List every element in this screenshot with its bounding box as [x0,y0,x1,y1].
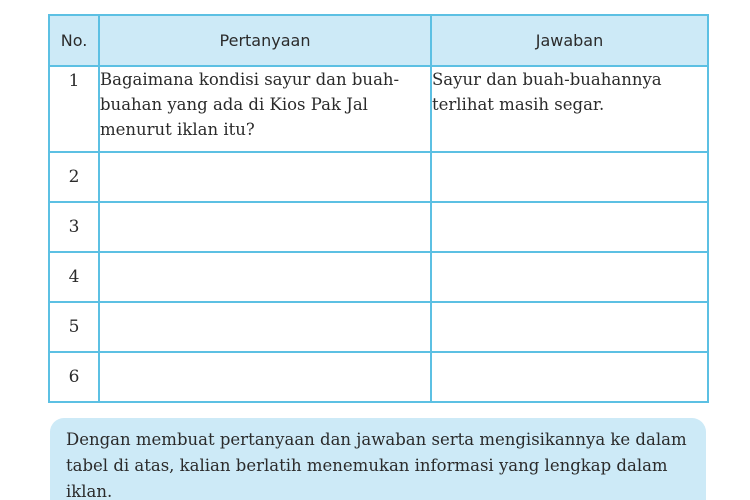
answer-cell[interactable] [431,202,708,252]
answer-cell[interactable]: Sayur dan buah-buahannya terlihat masih segar. [431,66,708,152]
question-answer-table [48,14,709,403]
question-cell[interactable] [99,302,431,352]
header-question: Pertanyaan [99,15,431,66]
question-cell[interactable] [99,152,431,202]
question-cell[interactable] [99,202,431,252]
answer-cell[interactable] [431,302,708,352]
table-row [49,302,708,352]
header-row [49,15,708,66]
table-row [49,152,708,202]
answer-cell[interactable] [431,152,708,202]
answer-cell[interactable] [431,252,708,302]
table-row [49,66,708,152]
header-answer: Jawaban [431,15,708,66]
row-number: 6 [49,352,99,402]
question-cell[interactable]: Bagaimana kondisi sayur dan buah-buahan yang ada di Kios Pak Jal menurut iklan itu? [99,66,431,152]
row-number: 2 [49,152,99,202]
header-no: No. [49,15,99,66]
row-number: 4 [49,252,99,302]
info-note-text: Dengan membuat pertanyaan dan jawaban serta mengisikannya ke dalam tabel di atas, kalian berlatih menemukan informasi yang lengkap dalam iklan. [66,430,687,500]
answer-cell[interactable] [431,352,708,402]
question-cell[interactable] [99,352,431,402]
row-number: 5 [49,302,99,352]
table-header [49,15,708,66]
row-number: 1 [49,66,99,152]
table-row [49,352,708,402]
question-cell[interactable] [99,252,431,302]
row-number: 3 [49,202,99,252]
table-row [49,252,708,302]
info-note-box [50,418,706,500]
table-row [49,202,708,252]
table-body [49,66,708,402]
